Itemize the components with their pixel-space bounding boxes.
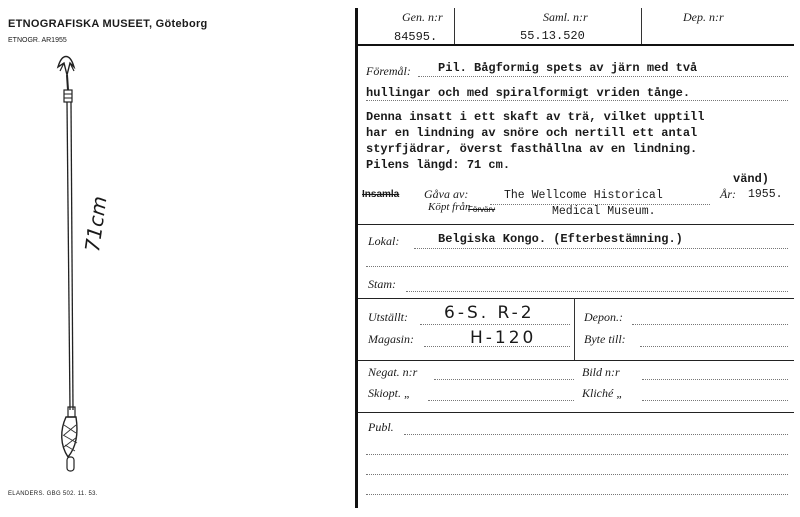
magasin-label: Magasin: xyxy=(368,332,414,346)
ar-value: 1955. xyxy=(748,188,783,201)
skiopt-label: Skiopt. „ xyxy=(368,386,411,400)
kliche-label: Kliché „ xyxy=(582,386,623,400)
vand-note: vänd) xyxy=(733,172,770,186)
struck-forvarv: Förvärv xyxy=(468,205,496,214)
utstallt-label: Utställt: xyxy=(368,310,409,324)
saml-value: 55.13.520 xyxy=(520,29,585,43)
utstallt-value: 6-S. R-2 xyxy=(444,303,535,323)
printer-line: ELANDERS. GBG 502. 11. 53. xyxy=(8,491,98,497)
arrow-drawing xyxy=(40,45,100,485)
lokal-value: Belgiska Kongo. (Efterbestämning.) xyxy=(438,232,683,246)
description-line-2: hullingar och med spiralformigt vriden tånge. xyxy=(366,86,691,100)
description-line-6: Pilens längd: 71 cm. xyxy=(366,158,511,172)
gen-label: Gen. n:r xyxy=(402,10,443,24)
depon-label: Depon.: xyxy=(584,310,623,324)
stam-label: Stam: xyxy=(368,277,396,291)
byte-label: Byte till: xyxy=(584,332,626,346)
length-note: 71cm xyxy=(80,194,112,254)
donor-line-2: Medical Museum. xyxy=(552,205,656,218)
negat-label: Negat. n:r xyxy=(368,365,418,379)
gava-label: Gåva av: xyxy=(424,187,469,201)
left-panel xyxy=(0,0,345,517)
description-line-3: Denna insatt i ett skaft av trä, vilket upptill xyxy=(366,110,705,124)
dep-label: Dep. n:r xyxy=(683,10,724,24)
saml-label: Saml. n:r xyxy=(543,10,588,24)
description-line-4: har en lindning av snöre och nertill ett antal xyxy=(366,126,698,140)
struck-insamla: Insamla xyxy=(362,189,400,200)
donor-line-1: The Wellcome Historical xyxy=(504,189,663,202)
gen-value: 84595. xyxy=(394,30,438,44)
description-line-5: styrfjädrar, överst fasthållna av en lindning. xyxy=(366,142,698,156)
bild-label: Bild n:r xyxy=(582,365,620,379)
ar-label: År: xyxy=(720,187,736,201)
publ-label: Publ. xyxy=(368,420,394,434)
catalog-card xyxy=(358,8,794,508)
magasin-value: H-120 xyxy=(470,328,537,348)
kopt-label: Köpt från xyxy=(428,201,471,213)
lokal-label: Lokal: xyxy=(368,234,400,248)
foremal-label: Föremål: xyxy=(366,64,411,78)
museum-name: ETNOGRAFISKA MUSEET, Göteborg xyxy=(8,18,208,30)
description-line-1: Pil. Bågformig spets av järn med två xyxy=(438,61,698,75)
etnogr-label: ETNOGR. AR1955 xyxy=(8,37,67,44)
